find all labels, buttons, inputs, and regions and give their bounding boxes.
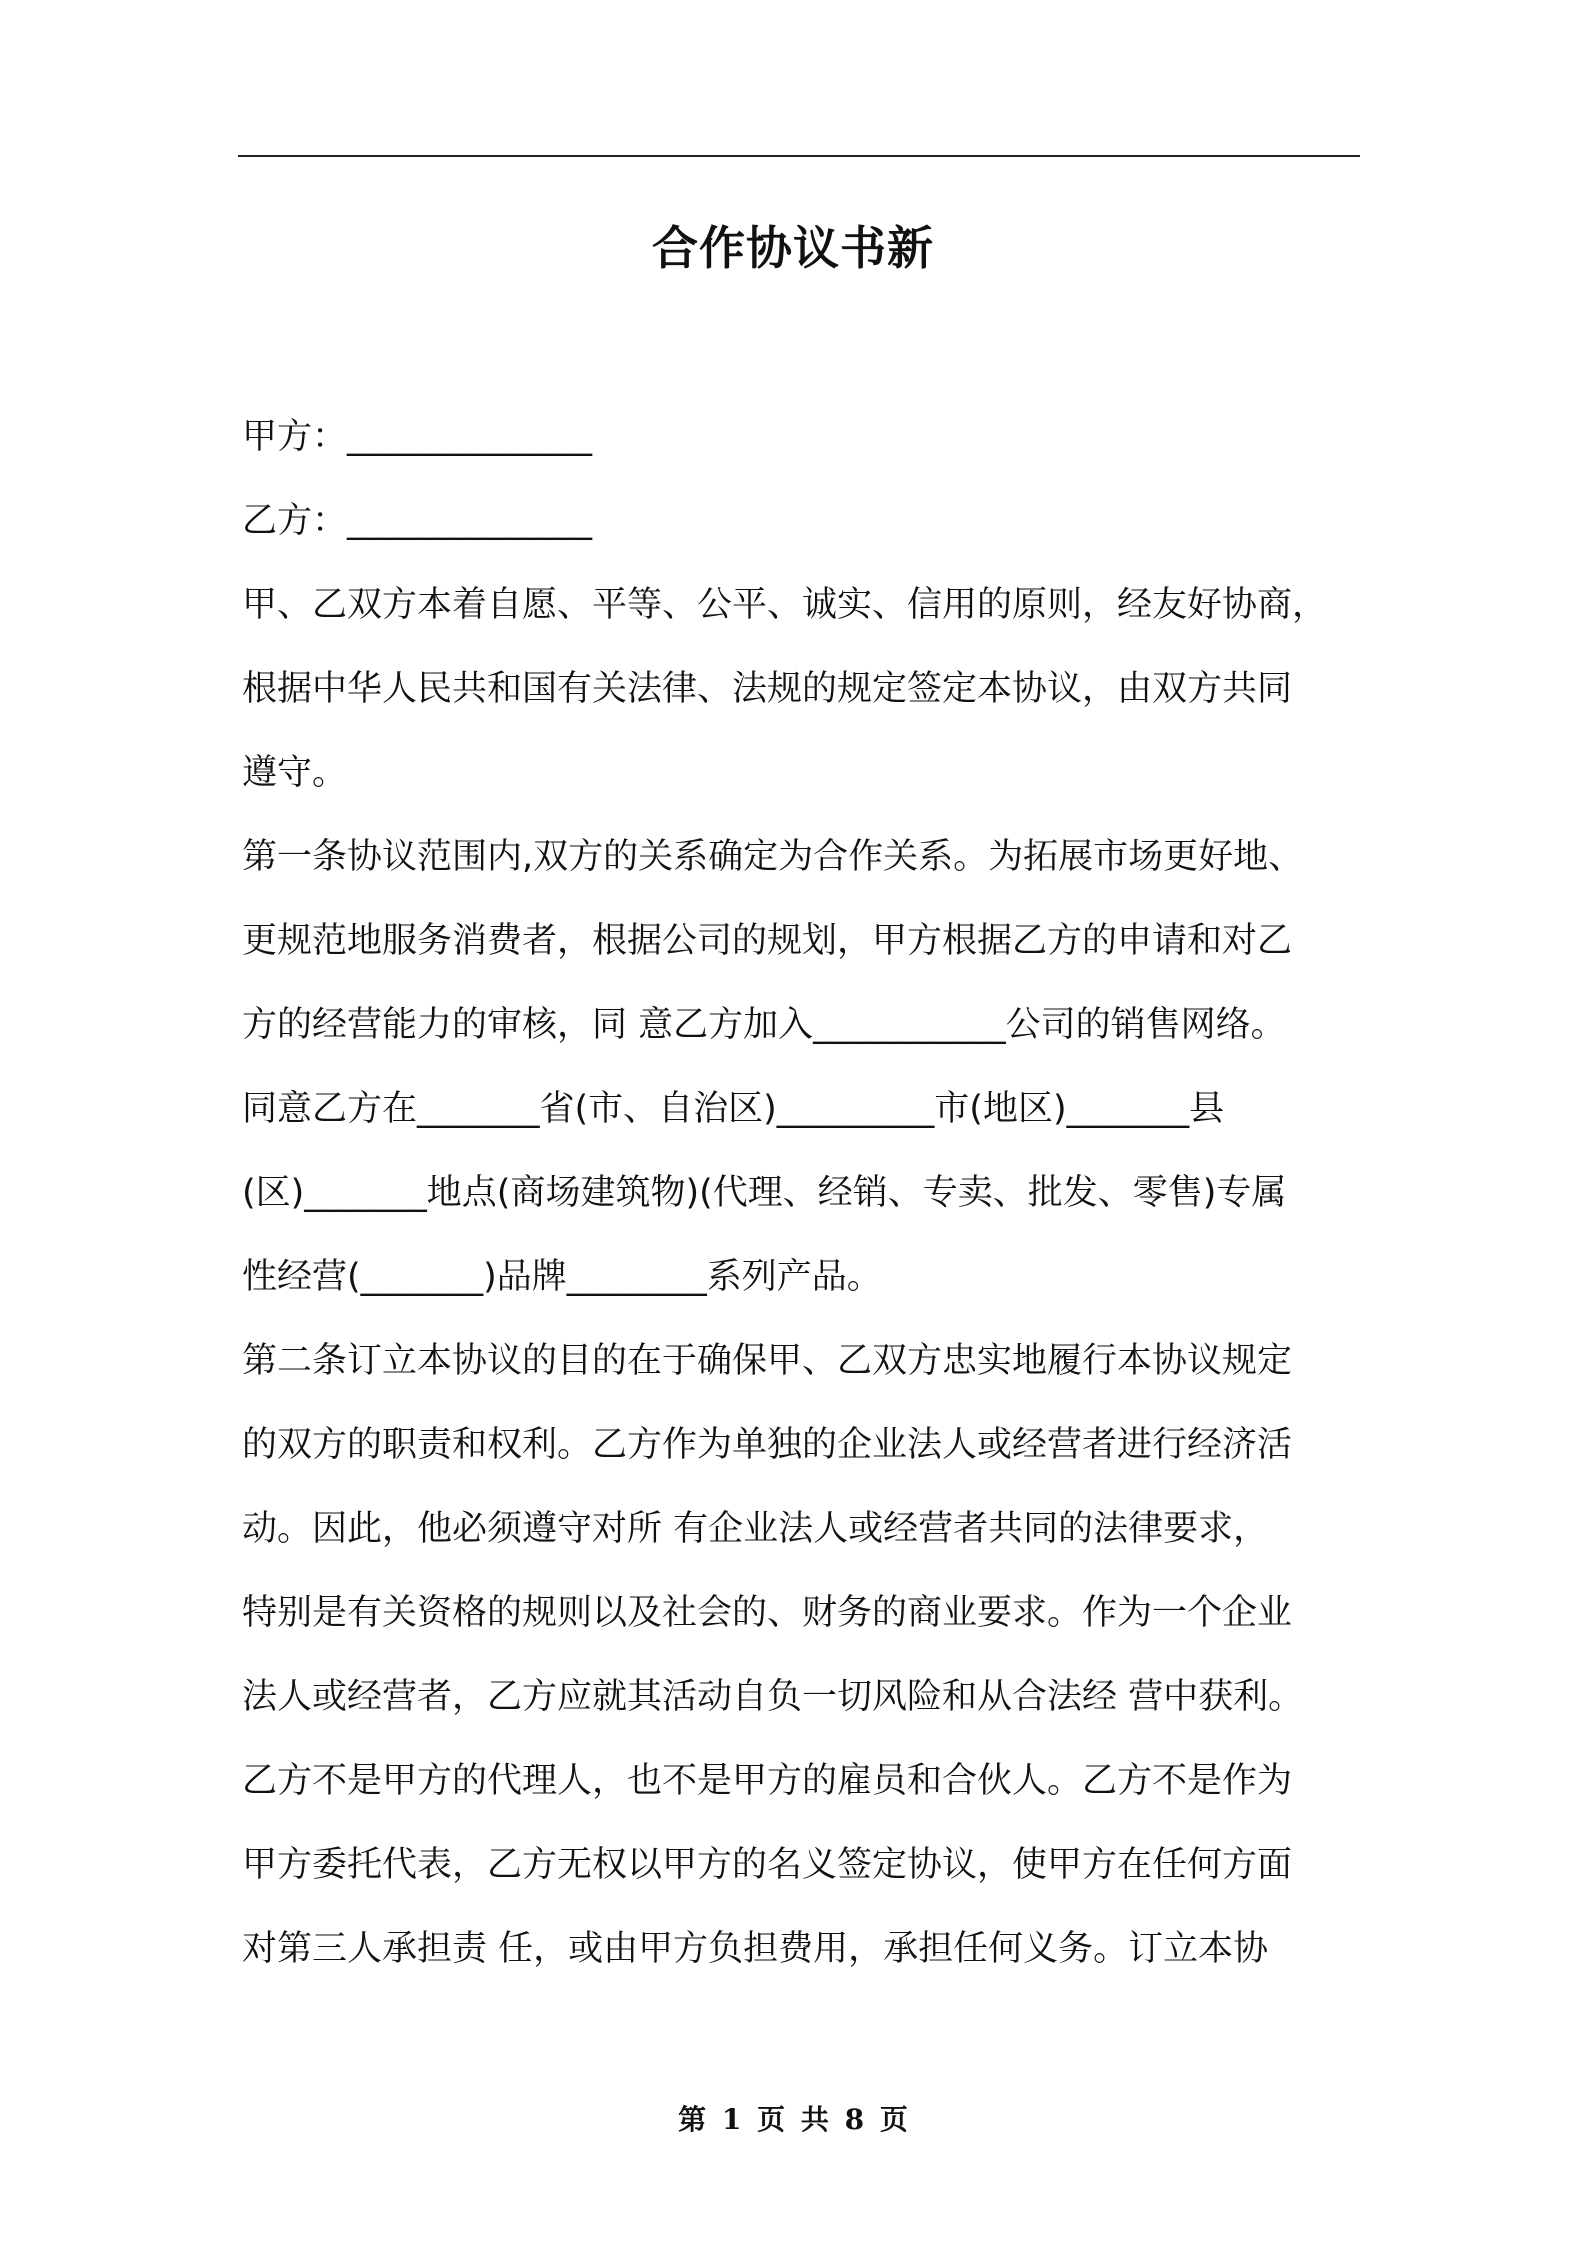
body-line: 乙方不是甲方的代理人，也不是甲方的雇员和合伙人。乙方不是作为 — [242, 1761, 1293, 1801]
body-line: 遵守。 — [242, 753, 348, 793]
header-rule — [238, 155, 1360, 157]
body-line: 性经营(_______)品牌________系列产品。 — [242, 1257, 882, 1297]
party-b-line: 乙方：______________ — [242, 501, 593, 541]
body-line: 第一条协议范围内,双方的关系确定为合作关系。为拓展市场更好地、 — [242, 837, 1304, 877]
page-footer: 第 1 页 共 8 页 — [678, 2103, 908, 2136]
body-line: 的双方的职责和权利。乙方作为单独的企业法人或经营者进行经济活 — [242, 1425, 1293, 1465]
party-a-line: 甲方：______________ — [242, 417, 593, 457]
document-title: 合作协议书新 — [652, 221, 934, 275]
document-body — [242, 395, 1362, 1991]
body-line: 更规范地服务消费者，根据公司的规划，甲方根据乙方的申请和对乙 — [242, 921, 1293, 961]
body-line: 甲、乙双方本着自愿、平等、公平、诚实、信用的原则，经友好协商， — [242, 585, 1328, 625]
body-line: 同意乙方在_______省(市、自治区)_________市(地区)_______县 — [242, 1089, 1225, 1129]
body-line: 特别是有关资格的规则以及社会的、财务的商业要求。作为一个企业 — [242, 1593, 1293, 1633]
body-line: (区)_______地点(商场建筑物)(代理、经销、专卖、批发、零售)专属 — [242, 1173, 1287, 1213]
body-line: 对第三人承担责 任，或由甲方负担费用，承担任何义务。订立本协 — [242, 1929, 1269, 1969]
body-line: 甲方委托代表，乙方无权以甲方的名义签定协议，使甲方在任何方面 — [242, 1845, 1293, 1885]
body-line: 第二条订立本协议的目的在于确保甲、乙双方忠实地履行本协议规定 — [242, 1341, 1293, 1381]
body-line: 方的经营能力的审核，同 意乙方加入___________公司的销售网络。 — [242, 1005, 1286, 1045]
body-line: 法人或经营者，乙方应就其活动自负一切风险和从合法经 营中获利。 — [242, 1677, 1304, 1717]
body-line: 动。因此，他必须遵守对所 有企业法人或经营者共同的法律要求， — [242, 1509, 1269, 1549]
body-line: 根据中华人民共和国有关法律、法规的规定签定本协议，由双方共同 — [242, 669, 1293, 709]
